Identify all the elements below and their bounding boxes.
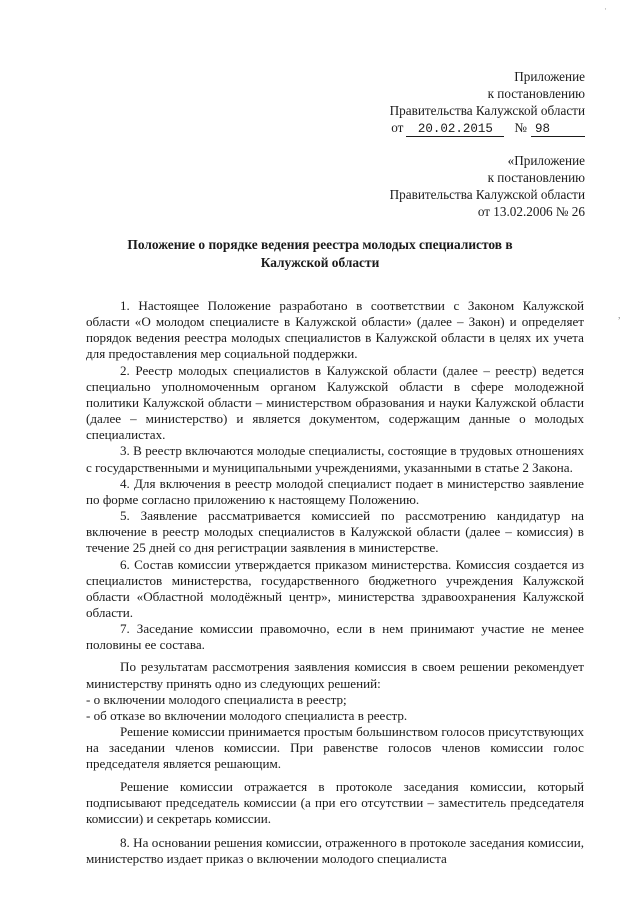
- paragraph-8: 8. На основании решения комиссии, отраженного в протоколе заседания комиссии, министерство издает приказ о включении молодого специалиста: [86, 835, 584, 867]
- paragraph-protocol: Решение комиссии отражается в протоколе заседания комиссии, который подписывают председатель комиссии (а при его отсутствии – заместитель председателя комиссии) и секретарь комиссии.: [86, 778, 584, 826]
- appendix-line: Правительства Калужской области: [389, 103, 585, 118]
- appendix-line: Приложение: [514, 69, 585, 84]
- appendix-line: Правительства Калужской области: [389, 187, 585, 202]
- paragraph-results: По результатам рассмотрения заявления комиссия в своем решении рекомендует министерству принять одно из следующих решений:: [86, 659, 584, 691]
- list-item-include: - о включении молодого специалиста в реестр;: [86, 691, 347, 707]
- paragraph-7: 7. Заседание комиссии правомочно, если в нем принимают участие не менее половины ее состава.: [86, 621, 584, 653]
- appendix-line: к постановлению: [487, 170, 585, 185]
- previous-appendix-header: [390, 152, 585, 220]
- paragraph-6: 6. Состав комиссии утверждается приказом министерства. Комиссия создается из специалистов министерства, государственного бюджетного учреждения Калужской области «Областной молодёжный центр», министерства здравоохранения Калужской области.: [86, 556, 584, 620]
- paragraph-2: 2. Реестр молодых специалистов в Калужской области (далее – реестр) ведется специально уполномоченным органом Калужской области в сфере молодежной политики Калужской области – министерством образования и науки Калужской области (далее – министерство) и является документом, содержащим данные о молодых специалистах.: [86, 362, 584, 443]
- decree-date: 20.02.2015: [406, 122, 504, 137]
- scan-mark: ·: [604, 4, 607, 14]
- document-body: [86, 298, 584, 867]
- paragraph-voting: Решение комиссии принимается простым большинством голосов присутствующих на заседании членов комиссии. При равенстве голосов членов комиссии голос председателя является решающим.: [86, 724, 584, 772]
- list-item-refuse: - об отказе во включении молодого специалиста в реестр.: [86, 707, 408, 723]
- paragraph-4: 4. Для включения в реестр молодой специалист подает в министерство заявление по форме согласно приложению к настоящему Положению.: [86, 475, 584, 507]
- number-prefix: №: [514, 120, 527, 135]
- appendix-line: «Приложение: [507, 153, 585, 168]
- appendix-header: [390, 68, 585, 137]
- paragraph-3: 3. В реестр включаются молодые специалисты, состоящие в трудовых отношениях с государственными и муниципальными учреждениями, указанными в статье 2 Закона.: [86, 443, 584, 475]
- appendix-line: к постановлению: [487, 86, 585, 101]
- title-line: Положение о порядке ведения реестра молодых специалистов в: [127, 237, 513, 252]
- paragraph-1: 1. Настоящее Положение разработано в соответствии с Законом Калужской области «О молодом специалисте в Калужской области» (далее – Закон) и определяет порядок ведения реестра молодых специалистов в Калужской области в целях их учета для предоставления мер социальной поддержки.: [86, 298, 584, 362]
- date-prefix: от: [391, 120, 404, 135]
- title-line: Калужской области: [260, 255, 380, 270]
- margin-mark: ,: [618, 310, 621, 321]
- document-title: [100, 236, 540, 272]
- appendix-line: от 13.02.2006 № 26: [477, 204, 585, 219]
- paragraph-5: 5. Заявление рассматривается комиссией по рассмотрению кандидатур на включение в реестр молодых специалистов в Калужской области (далее – комиссия) в течение 25 дней со дня регистрации заявления в министерстве.: [86, 508, 584, 556]
- appendix-date-line: [390, 119, 585, 137]
- decree-number: 98: [531, 122, 585, 137]
